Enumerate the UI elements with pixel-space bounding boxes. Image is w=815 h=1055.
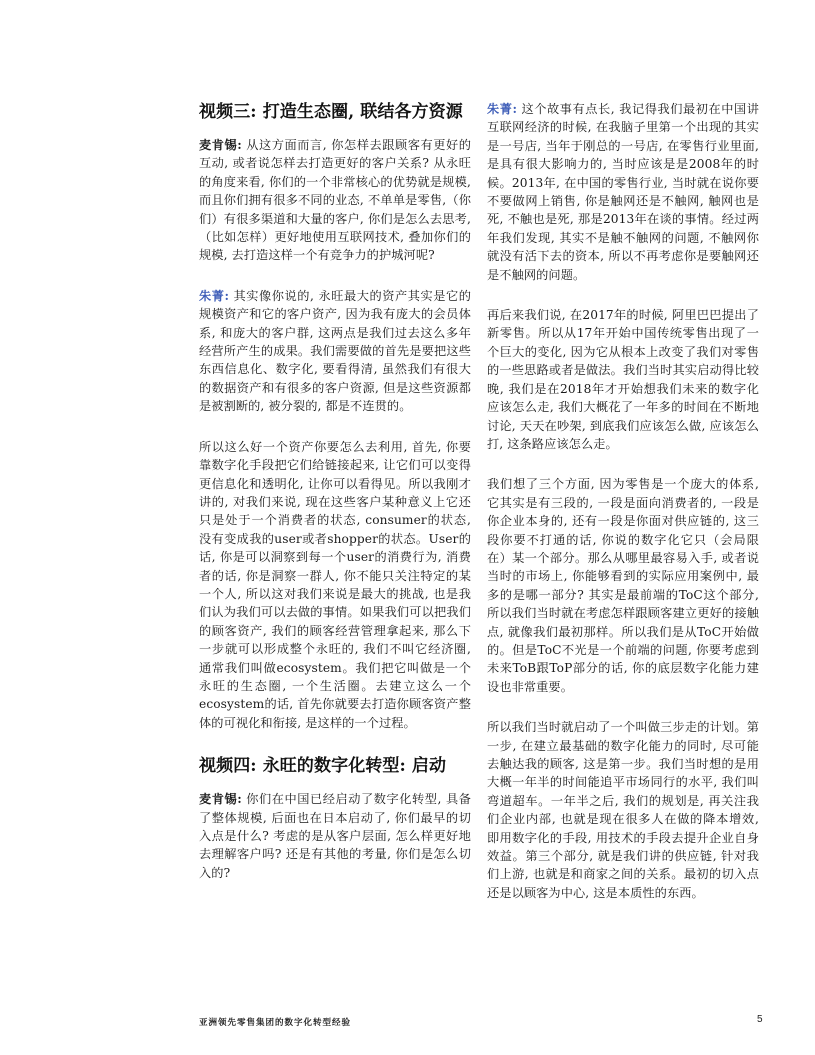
paragraph-zhujing-answer-1	[199, 287, 471, 416]
page-number: 5	[757, 1014, 763, 1025]
right-column	[487, 100, 759, 924]
paragraph-new-retail: 再后来我们说, 在2017年的时候, 阿里巴巴提出了新零售。所以从17年开始中国传统零售出现了一个巨大的变化, 因为它从根本上改变了我们对零售的一些思路或者是做法。我们当时其实启动得比较晚, 我们是在2018年才开始想我们未来的数字化应该怎么走, 我们大概花了一年多的时间在不断地讨论, 天天在吵架, 到底我们应该怎么做, 应该怎么打, 这条路应该怎么走。	[487, 308, 759, 451]
paragraph-text: 你们在中国已经启动了数字化转型, 具备了整体规模, 后面也在日本启动了, 你们最早的切入点是什么? 考虑的是从客户层面, 怎么样更好地去理解客户吗? 还是有其他的考量, 你们是怎么切入的?	[199, 792, 471, 880]
speaker-label: 麦肯锡:	[199, 792, 242, 807]
paragraph-mckinsey-question-1	[199, 136, 471, 265]
paragraph-three-step-plan: 所以我们当时就启动了一个叫做三步走的计划。第一步, 在建立最基础的数字化能力的同时, 尽可能去触达我的顾客, 这是第一步。我们当时想的是用大概一年半的时间能追平市场同行的水平, 我们叫弯道超车。一年半之后, 我们的规划是, 再关注我们企业内部, 也就是现在很多人在做的降本增效, 即用数字化的手段, 用技术的手段去提升企业自身效益。第三个部分, 就是我们讲的供应链, 针对我们上游, 也就是和商家之间的关系。最初的切入点还是以顾客为中心, 这是本质性的东西。	[487, 720, 759, 900]
paragraph-text: 这个故事有点长, 我记得我们最初在中国讲互联网经济的时候, 在我脑子里第一个出现的其实是一号店, 当年于刚总的一号店, 在零售行业里面, 是具有很大影响力的, 当时应该是是2008年的时候。2013年, 在中国的零售行业, 当时就在说你要不要做网上销售, 你是触网还是不触网, 触网也是死, 不触也是死, 那是2013年在谈的事情。经过两年我们发现, 其实不是触不触网的问题, 不触网你就没有活下去的资本, 所以不再考虑你是要触网还是不触网的问题。	[487, 102, 759, 282]
speaker-label: 麦肯锡:	[199, 138, 242, 152]
left-column	[199, 100, 471, 904]
paragraph-three-aspects: 我们想了三个方面, 因为零售是一个庞大的体系, 它其实是有三段的, 一段是面向消费者的, 一段是你企业本身的, 还有一段是你面对供应链的, 这三段你要不打通的话, 你说的数字化它只（会局限在）某一个部分。那么从哪里最容易入手, 或者说当时的市场上, 你能够看到的实际应用案例中, 最多的是哪一部分? 其实是最前端的ToC这个部分, 所以我们当时就在考虑怎样跟顾客建立更好的接触点, 就像我们最初那样。所以我们是从ToC开始做的。但是ToC不光是一个前端的问题, 你要考虑到未来ToB跟ToP部分的话, 你的底层数字化能力建设也非常重要。	[487, 477, 759, 694]
section-heading-video-4: 视频四: 永旺的数字化转型: 启动	[199, 756, 447, 777]
paragraph-text: 从这方面而言, 你怎样去跟顾客有更好的互动, 或者说怎样去打造更好的客户关系? 从永旺的角度来看, 你们的一个非常核心的优势就是规模, 而且你们拥有很多不同的业态, 不单单是零售,（你们）有很多渠道和大量的客户, 你们是怎么去思考,（比如怎样）更好地使用互联网技术, 叠加你们的规模, 去打造这样一个有竞争力的护城河呢?	[199, 138, 471, 263]
paragraph-text: 其实像你说的, 永旺最大的资产其实是它的规模资产和它的客户资产, 因为我有庞大的会员体系, 和庞大的客户群, 这两点是我们过去这么多年经营所产生的成果。我们需要做的首先是要把这些东西信息化、数字化, 要看得清, 虽然我们有很大的数据资产和有很多的客户资源, 但是这些资源都是被割断的, 被分裂的, 都是不连贯的。	[199, 288, 471, 414]
paragraph-ecosystem: 所以这么好一个资产你要怎么去利用, 首先, 你要靠数字化手段把它们给链接起来, 让它们可以变得更信息化和透明化, 让你可以看得见。所以我刚才讲的, 对我们来说, 现在这些客户某种意义上它还只是处于一个消费者的状态, consumer的状态, 没有变成我的user或者shopper的状态。User的话, 你是可以洞察到每一个user的消费行为, 消费者的话, 你是洞察一群人, 你不能只关注特定的某一个人, 所以这对我们来说是最大的挑战, 也是我们认为我们可以去做的事情。如果我们可以把我们的顾客资产, 我们的顾客经营管理拿起来, 那么下一步就可以形成整个永旺的, 我们不叫它经济圈, 通常我们叫做ecosystem。我们把它叫做是一个永旺的生态圈, 一个生活圈。去建立这么一个ecosystem的话, 首先你就要去打造你顾客资产整体的可视化和衔接, 是这样的一个过程。	[199, 439, 471, 730]
paragraph-zhujing-answer-2	[487, 100, 759, 284]
speaker-label: 朱菁:	[487, 102, 518, 116]
speaker-label: 朱菁:	[199, 288, 230, 303]
section-heading-video-3: 视频三: 打造生态圈, 联结各方资源	[199, 102, 463, 122]
paragraph-mckinsey-question-2	[199, 790, 471, 882]
footer-report-title: 亚洲领先零售集团的数字化转型经验	[199, 1018, 352, 1028]
